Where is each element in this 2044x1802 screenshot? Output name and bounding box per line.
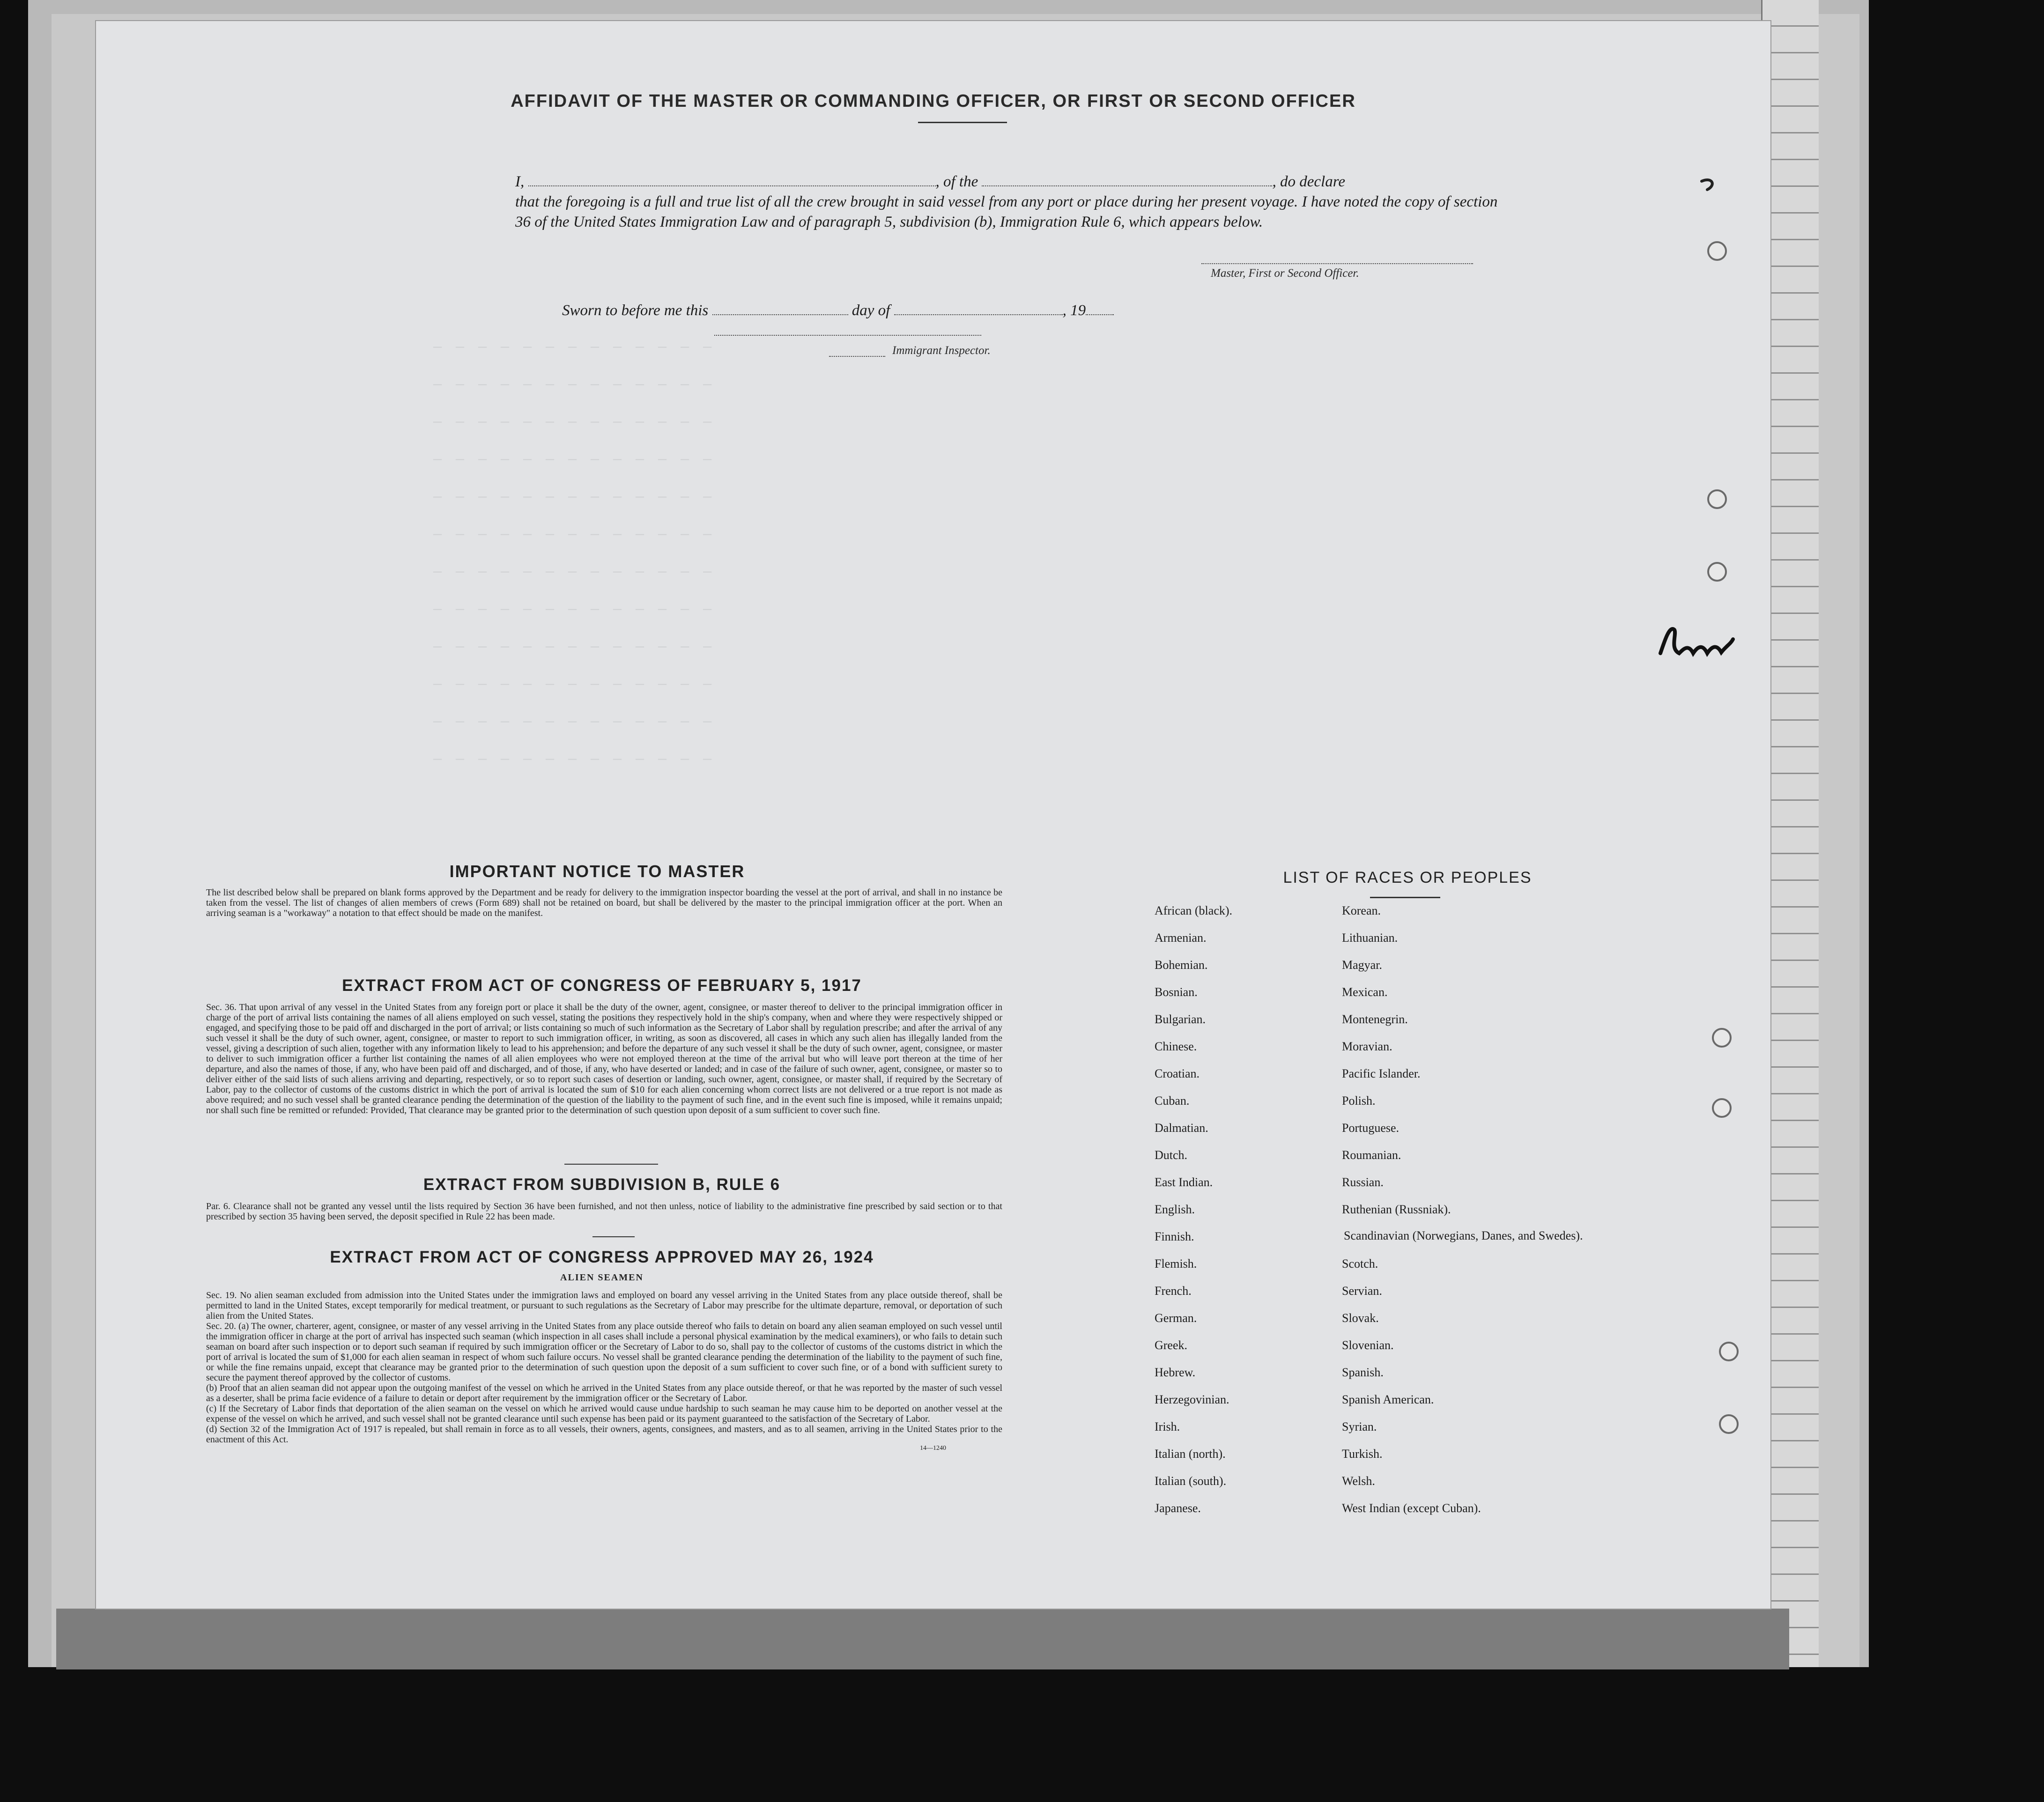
race-item: German. (1155, 1311, 1197, 1325)
master-signature-label: Master, First or Second Officer. (1211, 267, 1359, 280)
race-item: Welsh. (1342, 1474, 1375, 1488)
race-item: Korean. (1342, 904, 1381, 917)
master-name-field[interactable] (528, 173, 936, 186)
race-item: Slovak. (1342, 1311, 1379, 1325)
form-page: — — — — — — — — — — — — — — — — — — — — — — — — — — — — — — — — — — — — — — — — — — — — — — — — — — — — — — — — — — — — — — — — — — — — — — — — — — — — — — — — — — — — — — — — — — — — — — — — — — — — — — — — — — — — — — — — — — — — — — — — — — — — — — — — — — — — — — — — — — — — — — — — — — — — — — — — — — — — AFFIDAVIT OF THE MASTER OR COMMANDING OFFICER, OR FIRST OR SECOND OFFICER I, , of the , do declare that the foregoing is a full and true list of all the crew brought in said vessel from any port or place during her present voyage. I have noted the copy of section 36 of the United States Immigration Law and of paragraph 5, subdivision (b), Immigration Rule 6, which appears below. Master, First or Second Officer. Sworn to before me this day of , 19 Immigrant Inspector. IMPORTANT NOTICE TO MASTER The list described below shall be prepared on blank forms approved by the Department and be ready for delivery to the immigration inspector boarding the vessel at the port of arrival, and shall in no instance be taken from the vessel. The list of changes of alien members of crews (Form 689) shall not be retained on board, but shall be delivered by the master to the principal immigration officer at the port. When an arriving seaman is a "workaway" a notation to that effect should be made on the manifest. EXTRACT FROM ACT OF CONGRESS OF FEBRUARY 5, 1917 Sec. 36. That upon arrival of any vessel in the United States from any foreign port or place it shall be the duty of the owner, agent, consignee, or master thereof to deliver to the principal immigration officer in charge of the port of arrival lists containing the names of all aliens employed on such vessel, stating the positions they respectively hold in the ship's company, when and where they were respectively shipped or engaged, and specifying those to be paid off and discharged in the port of arrival; or lists containing so much of such information as the Secretary of Labor shall by regulation prescribe; and after the arrival of any such vessel it shall be the duty of such owner, agent, consignee, or master to report to such immigration officer, in writing, as soon as discovered, all cases in which any such alien has illegally landed from the vessel, giving a description of such alien, together with any information likely to lead to his apprehension; and before the departure of any such vessel it shall be the duty of such owner, agent, consignee, or master to deliver to such immigration officer a further list containing the names of all alien employees who were not employed thereon at the time of the arrival but who will leave port thereon at the time of her departure, and also the names of those, if any, who have been paid off and discharged, and of those, if any, who have deserted or landed; and in case of the failure of such owner, agent, consignee, or master so to deliver either of the said lists of such aliens arriving and departing, respectively, or so to report such cases of desertion or landing, such owner, agent, consignee, or master shall, if required by the Secretary of Labor, pay to the collector of customs of the customs district in which the port of arrival is located the sum of $10 for each alien concerning whom correct lists are not delivered or a true report is not made as above required; and no such vessel shall be granted clearance pending the determination of the question of the liability to the payment of such fine, and in the event such fine is imposed, while it remains unpaid; nor shall such fine be remitted or refunded: Provided, That clearance may be granted prior to the determination of such question upon deposit of a sum sufficient to cover such fine. EXTRACT FROM SUBDIVISION B, RULE 6 Par. 6. Clearance shall not be granted any vessel until the lists required by Section 36 have been furnished, and not then unless, notice of liability to the administrative fine prescribed by said section or to that prescribed by section 35 having been served, the deposit specified in Rule 22 has been made. EXTRACT FROM ACT OF CONGRESS APPROVED MAY 26, 1924 ALIEN SEAMEN Sec. 19. No alien seaman excluded from admission into the United States under the immigration laws and employed on board any vessel arriving in the United States from any place outside thereof, shall be permitted to land in the United States, except temporarily for medical treatment, or pursuant to such regulations as the Secretary of Labor may prescribe for the ultimate departure, removal, or deportation of such alien from the United States. Sec. 20. (a) The owner, charterer, agent, consignee, or master of any vessel arriving in the United States from any place outside thereof who fails to detain on board any alien seaman employed on such vessel until the immigration officer in charge at the port of arrival has inspected such seaman (which inspection in all cases shall include a personal physical examination by the medical examiners), or who fails to detain such seaman on board after such inspection or to deport such seaman if required by such immigration officer or the Secretary of Labor to do so, shall pay to the collector of customs of the customs district in which the port of arrival is located the sum of $1,000 for each alien seaman in respect of whom such failure occurs. No vessel shall be granted clearance pending the determination of the liability to the payment of such fine, or while the fine remains unpaid, except that clearance may be granted prior to the determination of such question upon the deposit of a sum sufficient to cover such fine, or of a bond with sufficient surety to secure the payment thereof approved by the collector of customs. (b) Proof that an alien seaman did not appear upon the outgoing manifest of the vessel on which he arrived in the United States from any place outside thereof, or that he was reported by the master of such vessel as a deserter, shall be prima facie evidence of a failure to detain or deport after requirement by the immigration officer or the Secretary of Labor. (c) If the Secretary of Labor finds that deportation of the alien seaman on the vessel on which he arrived would cause undue hardship to such seaman he may cause him to be deported on another vessel at the expense of the vessel on which he arrived, and such vessel shall not be granted clearance until such expense has been paid or its payment guaranteed to the satisfaction of the Secretary of Labor. (d) Section 32 of the Immigration Act of 1917 is repealed, but shall remain in force as to all vessels, their owners, agents, consignees, and masters, and as to all seamen, arriving in the United States prior to the enactment of this Act. 14—1240 LIST OF RACES OR PEOPLES African (black). Korean. Armenian. Lithuanian. Bohemian. Magyar. Bosnian. Mexican. Bulgarian. Montenegrin. Chinese. Moravian. Croatian. Pacific Islander. Cuban. Polish. Dalmatian. Portuguese. Dutch. Roumanian. East Indian. Russian. English. Ruthenian (Russniak). Finnish. Scandinavian (Norwegians, Danes, and Swedes). Flemish. Scotch. French. Servian. German. Slovak. Greek. Slovenian. Hebrew. Spanish. Herzegovinian. Spanish American. Irish. Syrian. Italian (north). Turkish. Italian (south). Welsh. Japanese. West Indian (except Cuban). (96, 21, 1770, 1609)
inspector-label: Immigrant Inspector. (892, 344, 991, 357)
sec20b-text: (b) Proof that an alien seaman did not appear upon the outgoing manifest of the vessel on which he arrived in the United States from any place outside thereof, or that he was reported by the master of such vessel as a deserter, shall be prima facie evidence of a failure to detain or deport after requirement by the immigration officer or the Secretary of Labor. (206, 1383, 1002, 1403)
extract-rule6-title: EXTRACT FROM SUBDIVISION B, RULE 6 (423, 1175, 781, 1194)
inspector-short-line (829, 356, 885, 357)
race-item: Turkish. (1342, 1447, 1383, 1461)
affidavit-first-line (515, 172, 1513, 192)
race-item: Moravian. (1342, 1040, 1392, 1053)
race-item: Hebrew. (1155, 1366, 1196, 1379)
extract-1924-body (206, 1290, 1002, 1452)
inspector-signature-line[interactable] (714, 335, 981, 336)
extract-1917-text: Sec. 36. That upon arrival of any vessel in the United States from any foreign port or place it shall be the duty of the owner, agent, consignee, or master thereof to deliver to the principal immigration officer in charge of the port of arrival lists containing the names of all aliens employed on such vessel, stating the positions they respectively hold in the ship's company, when and where they were respectively shipped or engaged, and specifying those to be paid off and discharged in the port of arrival; or lists containing so much of such information as the Secretary of Labor shall by regulation prescribe; and after the arrival of any such vessel it shall be the duty of such owner, agent, consignee, or master to report to such immigration officer, in writing, as soon as discovered, all cases in which any such alien has illegally landed from the vessel, giving a description of such alien, together with any information likely to lead to his apprehension; and before the departure of any such vessel it shall be the duty of such owner, agent, consignee, or master to deliver to such immigration officer a further list containing the names of all alien employees who were not employed thereon at the time of the arrival but who will leave port thereon at the time of her departure, and also the names of those, if any, who have been paid off and discharged, and of those, if any, who have deserted or landed; and in case of the failure of such owner, agent, consignee, or master so to deliver either of the said lists of such aliens arriving and departing, respectively, or so to report such cases of desertion or landing, such owner, agent, consignee, or master shall, if required by the Secretary of Labor, pay to the collector of customs of the customs district in which the port of arrival is located the sum of $10 for each alien concerning whom correct lists are not delivered or a true report is not made as above required; and no such vessel shall be granted clearance pending the determination of the question of the liability to the payment of such fine, and in the event such fine is imposed, while it remains unpaid; nor shall such fine be remitted or refunded: Provided, That clearance may be granted prior to the determination of such question upon deposit of a sum sufficient to cover such fine. (206, 1002, 1002, 1115)
race-item: Portuguese. (1342, 1121, 1400, 1135)
race-item: Dutch. (1155, 1148, 1188, 1162)
title-underline (918, 122, 1007, 123)
ring-hole (1707, 489, 1727, 509)
ring-hole (1712, 1098, 1732, 1118)
race-item: Italian (south). (1155, 1474, 1227, 1488)
sworn-line (562, 302, 1114, 319)
margin-tick-mark (1698, 176, 1721, 194)
affidavit-paragraph (515, 172, 1513, 232)
race-item: Dalmatian. (1155, 1121, 1208, 1135)
race-item: Italian (north). (1155, 1447, 1226, 1461)
master-signature-line[interactable] (1201, 263, 1473, 264)
affidavit-of-the: , of the (935, 173, 978, 190)
race-item: Russian. (1342, 1175, 1384, 1189)
race-item: Spanish American. (1342, 1393, 1434, 1406)
race-item: Herzegovinian. (1155, 1393, 1229, 1406)
race-item: West Indian (except Cuban). (1342, 1501, 1481, 1515)
race-item: Polish. (1342, 1094, 1376, 1108)
races-list (1155, 904, 1585, 1529)
sec20d-text: (d) Section 32 of the Immigration Act of 1917 is repealed, but shall remain in force as to all vessels, their owners, agents, consignees, and masters, and as to all seamen, arriving in the United States prior to the enactment of this Act. (206, 1424, 1002, 1445)
extract-1917-title: EXTRACT FROM ACT OF CONGRESS OF FEBRUARY 5, 1917 (342, 976, 862, 995)
notice-text: The list described below shall be prepared on blank forms approved by the Department and be ready for delivery to the immigration inspector boarding the vessel at the port of arrival, and shall in no instance be taken from the vessel. The list of changes of alien members of crews (Form 689) shall not be retained on board, but shall be delivered by the master to the principal immigration officer at the port. When an arriving seaman is a "workaway" a notation to that effect should be made on the manifest. (206, 887, 1002, 918)
race-item: Syrian. (1342, 1420, 1377, 1433)
race-item: Scandinavian (Norwegians, Danes, and Swedes). (1344, 1229, 1583, 1242)
sworn-year-prefix: , 19 (1062, 302, 1086, 319)
race-item: Flemish. (1155, 1257, 1197, 1270)
affidavit-i: I, (515, 173, 525, 190)
sworn-start: Sworn to before me this (562, 302, 709, 319)
race-item: French. (1155, 1284, 1192, 1298)
section-divider (592, 1236, 635, 1237)
extract-rule6-text: Par. 6. Clearance shall not be granted any vessel until the lists required by Section 36 have been furnished, and not then unless, notice of liability to the administrative fine prescribed by said section or to that prescribed by section 35 having been served, the deposit specified in Rule 22 has been made. (206, 1201, 1002, 1222)
race-item: Finnish. (1155, 1230, 1194, 1243)
race-item: Roumanian. (1342, 1148, 1401, 1162)
ring-hole (1707, 562, 1727, 582)
ring-hole (1719, 1414, 1739, 1434)
race-item: Japanese. (1155, 1501, 1201, 1515)
race-item: Greek. (1155, 1338, 1188, 1352)
race-item: Bulgarian. (1155, 1012, 1206, 1026)
race-item: Cuban. (1155, 1094, 1190, 1108)
race-item: Armenian. (1155, 931, 1207, 945)
ring-hole (1707, 241, 1727, 261)
race-item: Bosnian. (1155, 985, 1198, 999)
race-item: African (black). (1155, 904, 1233, 917)
race-item: Mexican. (1342, 985, 1388, 999)
extract-1924-title: EXTRACT FROM ACT OF CONGRESS APPROVED MAY 26, 1924 (330, 1248, 874, 1266)
race-item: Scotch. (1342, 1257, 1378, 1270)
sworn-day-of: day of (852, 302, 890, 319)
race-item: Montenegrin. (1342, 1012, 1408, 1026)
ring-hole (1719, 1342, 1739, 1361)
sec20c-text: (c) If the Secretary of Labor finds that deportation of the alien seaman on the vessel on which he arrived would cause undue hardship to such seaman he may cause him to be deported on another vessel at the expense of the vessel on which he arrived, and such vessel shall not be granted clearance until such expense has been paid or its payment guaranteed to the satisfaction of the Secretary of Labor. (206, 1403, 1002, 1424)
affidavit-title: AFFIDAVIT OF THE MASTER OR COMMANDING OFFICER, OR FIRST OR SECOND OFFICER (511, 91, 1356, 111)
races-underline (1370, 897, 1440, 898)
sworn-month-field[interactable] (894, 302, 1063, 315)
race-item: Lithuanian. (1342, 931, 1398, 945)
notice-title: IMPORTANT NOTICE TO MASTER (449, 862, 745, 881)
race-item: Magyar. (1342, 958, 1382, 972)
race-item: Spanish. (1342, 1366, 1384, 1379)
vessel-name-field[interactable] (982, 173, 1272, 186)
race-item: English. (1155, 1203, 1195, 1216)
race-item: Chinese. (1155, 1040, 1197, 1053)
bottom-shadow (56, 1609, 1789, 1669)
race-item: Pacific Islander. (1342, 1067, 1421, 1080)
sec20a-text: Sec. 20. (a) The owner, charterer, agent, consignee, or master of any vessel arriving in the United States from any place outside thereof who fails to detain on board any alien seaman employed on such vessel until the immigration officer in charge at the port of arrival has inspected such seaman (which inspection in all cases shall include a personal physical examination by the medical examiners), or who fails to detain such seaman on board after such inspection or to deport such seaman if required by such immigration officer or the Secretary of Labor to do so, shall pay to the collector of customs of the customs district in which the port of arrival is located the sum of $1,000 for each alien seaman in respect of whom such failure occurs. No vessel shall be granted clearance pending the determination of the liability to the payment of such fine, or while the fine remains unpaid, except that clearance may be granted prior to the determination of such question upon the deposit of a sum sufficient to cover such fine, or of a bond with sufficient surety to secure the payment thereof approved by the collector of customs. (206, 1321, 1002, 1383)
race-item: East Indian. (1155, 1175, 1213, 1189)
handwritten-mark (1656, 620, 1735, 663)
affidavit-body: that the foregoing is a full and true list of all the crew brought in said vessel from any port or place during her present voyage. I have noted the copy of section 36 of the United States Immigration Law and of paragraph 5, subdivision (b), Immigration Rule 6, which appears below. (515, 193, 1498, 230)
race-item: Croatian. (1155, 1067, 1200, 1080)
extract-1924-subtitle: ALIEN SEAMEN (560, 1272, 644, 1283)
section-divider (564, 1164, 658, 1165)
form-number: 14—1240 (920, 1445, 946, 1452)
sworn-year-field[interactable] (1086, 302, 1114, 315)
ring-hole (1712, 1028, 1732, 1048)
race-item: Ruthenian (Russniak). (1342, 1203, 1451, 1216)
race-item: Bohemian. (1155, 958, 1208, 972)
races-title: LIST OF RACES OR PEOPLES (1283, 869, 1532, 886)
race-item: Irish. (1155, 1420, 1180, 1433)
race-item: Slovenian. (1342, 1338, 1394, 1352)
sec19-text: Sec. 19. No alien seaman excluded from admission into the United States under the immigration laws and employed on board any vessel arriving in the United States from any place outside thereof, shall be permitted to land in the United States, except temporarily for medical treatment, or pursuant to such regulations as the Secretary of Labor may prescribe for the ultimate departure, removal, or deportation of such alien from the United States. (206, 1290, 1002, 1321)
affidavit-declare: , do declare (1272, 173, 1345, 190)
race-item: Servian. (1342, 1284, 1382, 1298)
sworn-day-field[interactable] (712, 302, 848, 315)
